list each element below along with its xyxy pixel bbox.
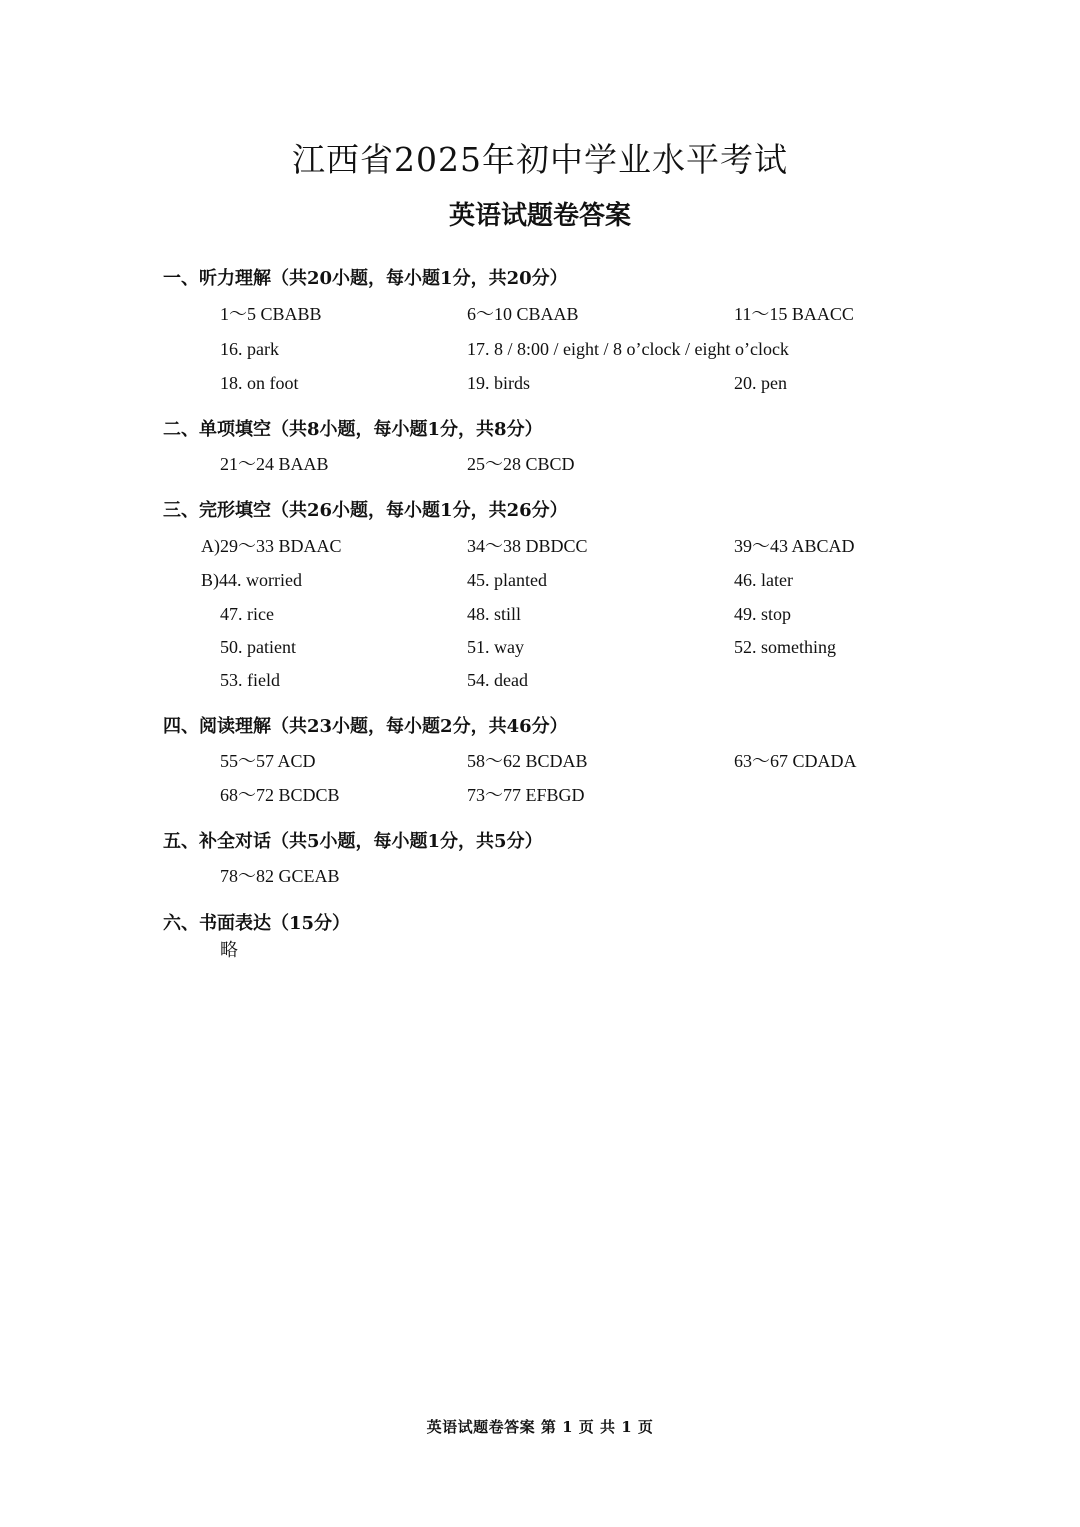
- answer-row: [0, 635, 1080, 661]
- answer-cell: 39～43 ABCAD: [734, 536, 855, 556]
- answer-cell: 78～82 GCEAB: [220, 866, 340, 886]
- answer-row: [0, 568, 1080, 594]
- answer-cell: 47. rice: [220, 604, 274, 624]
- answer-row: [0, 534, 1080, 560]
- answer-row: [0, 749, 1080, 775]
- answer-cell: 1～5 CBABB: [220, 304, 322, 324]
- section-heading-reading: 四、阅读理解（共23小题，每小题2分，共46分）: [163, 716, 568, 737]
- answer-cell: 21～24 BAAB: [220, 454, 329, 474]
- answer-cell: 18. on foot: [220, 373, 299, 393]
- section-heading-cloze: 三、完形填空（共26小题，每小题1分，共26分）: [163, 500, 568, 521]
- page-footer: 英语试题卷答案 第 1 页 共 1 页: [426, 1418, 654, 1436]
- answer-cell: 45. planted: [467, 570, 547, 590]
- answer-cell: 55～57 ACD: [220, 751, 316, 771]
- answer-cell: 25～28 CBCD: [467, 454, 575, 474]
- answer-cell: 48. still: [467, 604, 522, 624]
- page-title: 江西省2025年初中学业水平考试: [292, 140, 788, 179]
- page-subtitle: 英语试题卷答案: [448, 201, 631, 231]
- answer-cell: A)29～33 BDAAC: [201, 536, 342, 556]
- answer-cell: 17. 8 / 8:00 / eight / 8 o’clock / eight o’clock: [467, 339, 789, 359]
- answer-cell: 46. later: [734, 570, 793, 590]
- answer-row: [0, 337, 1080, 363]
- answer-cell: 6～10 CBAAB: [467, 304, 579, 324]
- answer-cell: 63～67 CDADA: [734, 751, 857, 771]
- answer-cell: 19. birds: [467, 373, 530, 393]
- answer-cell: 73～77 EFBGD: [467, 785, 585, 805]
- answer-cell: 49. stop: [734, 604, 792, 624]
- section-heading-listening: 一、听力理解（共20小题，每小题1分，共20分）: [163, 268, 568, 289]
- answer-row: [0, 371, 1080, 397]
- answer-cell: 53. field: [220, 670, 280, 690]
- answer-cell: 54. dead: [467, 670, 528, 690]
- writing-note: 略: [220, 940, 238, 961]
- answer-cell: 20. pen: [734, 373, 787, 393]
- section-heading-dialogue: 五、补全对话（共5小题，每小题1分，共5分）: [163, 831, 543, 852]
- answer-row: [0, 302, 1080, 328]
- answer-cell: 52. something: [734, 637, 836, 657]
- answer-cell: B)44. worried: [201, 570, 302, 590]
- answer-row: [0, 864, 1080, 890]
- answer-row: [0, 452, 1080, 478]
- answer-cell: 68～72 BCDCB: [220, 785, 340, 805]
- answer-cell: 11～15 BAACC: [734, 304, 854, 324]
- answer-cell: 16. park: [220, 339, 279, 359]
- answer-cell: 50. patient: [220, 637, 296, 657]
- answer-cell: 51. way: [467, 637, 524, 657]
- answer-cell: 34～38 DBDCC: [467, 536, 588, 556]
- answer-row: [0, 783, 1080, 809]
- section-heading-single-choice: 二、单项填空（共8小题，每小题1分，共8分）: [163, 419, 543, 440]
- answer-cell: 58～62 BCDAB: [467, 751, 588, 771]
- answer-row: [0, 668, 1080, 694]
- section-heading-writing: 六、书面表达（15分）: [163, 913, 351, 934]
- answer-row: [0, 602, 1080, 628]
